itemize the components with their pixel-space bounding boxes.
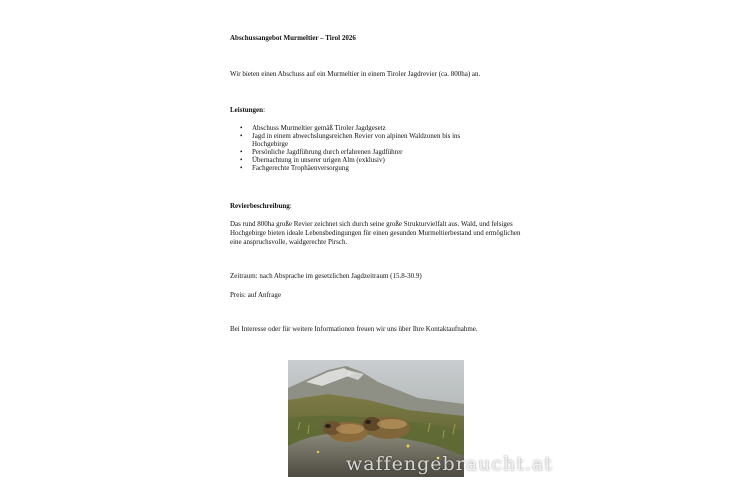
intro-paragraph: Wir bieten einen Abschuss auf ein Murmeltier in einem Tiroler Jagdrevier (ca. 800ha) an. (230, 70, 481, 78)
bullet-icon: • (240, 164, 243, 172)
bullet-icon: • (240, 156, 243, 164)
leistungen-list (230, 124, 492, 172)
bullet-icon: • (240, 148, 243, 156)
list-item (230, 124, 492, 132)
list-item-text: Fachgerechte Trophäenversorgung (252, 164, 349, 172)
leistungen-heading-colon: : (263, 106, 266, 114)
contact-note: Bei Interesse oder für weitere Informationen freuen wir uns über Ihre Kontaktaufnahme. (230, 325, 478, 333)
list-item-text: Abschuss Murmeltier gemäß Tiroler Jagdgesetz (252, 124, 386, 132)
bullet-icon: • (240, 124, 243, 132)
revier-heading-label: Revierbeschreibung (230, 202, 290, 210)
preis-text: Preis: auf Anfrage (230, 291, 281, 299)
list-item (230, 132, 492, 148)
document-title: Abschussangebot Murmeltier – Tirol 2026 (230, 34, 356, 42)
list-item-text: Jagd in einem abwechslungsreichen Revier von alpinen Waldzonen bis ins Hochgebirge (252, 132, 461, 148)
list-item (230, 164, 492, 172)
zeitraum-text: Zeitraum: nach Absprache im gesetzlichen Jagdzeitraum (15.8-30.9) (230, 272, 422, 280)
leistungen-heading-label: Leistungen (230, 106, 264, 114)
revier-heading (230, 202, 292, 210)
list-item (230, 156, 492, 164)
watermark-logo: waffengebraucht.at (346, 453, 553, 475)
revier-heading-colon: : (289, 202, 292, 210)
list-item-text: Übernachtung in unserer urigen Alm (exklusiv) (252, 156, 385, 164)
leistungen-heading (230, 106, 265, 114)
list-item (230, 148, 492, 156)
bullet-icon: • (240, 132, 243, 140)
revier-paragraph: Das rund 800ha große Revier zeichnet sich durch seine große Strukturvielfalt aus. Wald, und felsiges Hochgebirge bieten ideale Lebensbedingungen für einen gesunden Murmeltierbestand und ermöglichen eine anspruchsvolle, waidgerechte Pirsch. (230, 220, 521, 246)
list-item-text: Persönliche Jagdführung durch erfahrenen Jagdführer (252, 148, 403, 156)
